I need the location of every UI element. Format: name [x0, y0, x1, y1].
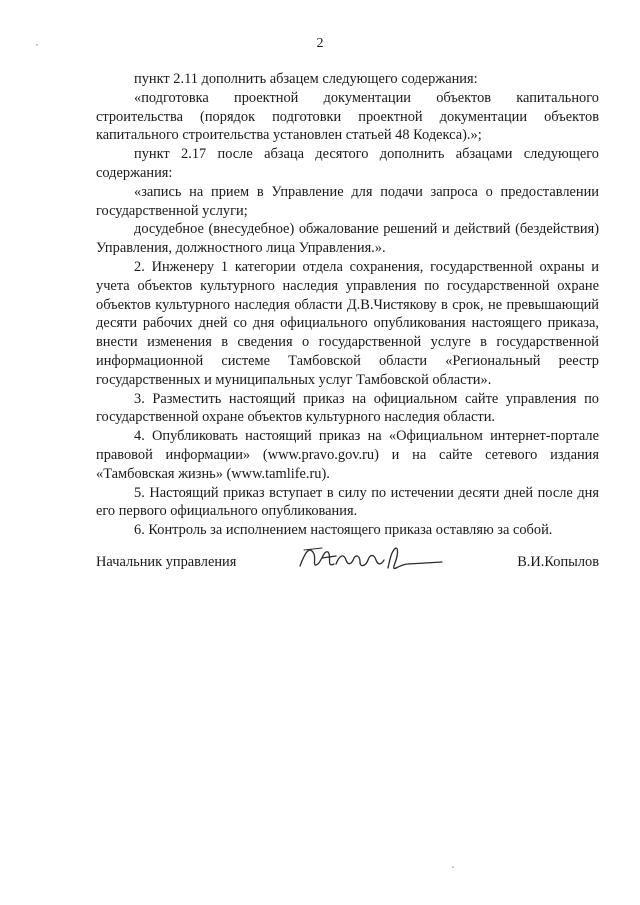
paragraph: 3. Разместить настоящий приказ на официальном сайте управления по государственной охране объектов культурного наследия области.: [96, 390, 599, 426]
paragraph: 4. Опубликовать настоящий приказ на «Официальном интернет-портале правовой информации» (www.pravo.gov.ru) и на сайте сетевого издания «Тамбовская жизнь» (www.tamlife.ru).: [96, 428, 599, 482]
paragraph: пункт 2.11 дополнить абзацем следующего содержания:: [134, 71, 478, 87]
paragraph: 2. Инженеру 1 категории отдела сохранения, государственной охраны и учета объектов культурного наследия управления по государственной охране объектов культурного наследия области Д.В.Чистякову в срок, не превышающий десяти рабочих дней со дня официального опубликования настоящего приказа, внести изменения в сведения о государственной услуге в государственной информационной системе Тамбовской области «Региональный реестр государственных и муниципальных услуг Тамбовской области».: [96, 258, 599, 388]
document-body: [96, 70, 599, 540]
paragraph: досудебное (внесудебное) обжалование решений и действий (бездействия) Управления, должностного лица Управления.».: [96, 221, 599, 257]
paragraph: «запись на прием в Управление для подачи запроса о предоставлении государственной услуги;: [96, 183, 599, 219]
paragraph: «подготовка проектной документации объектов капитального строительства (порядок подготовки проектной документации объектов капитального строительства установлен статьей 48 Кодекса).»;: [96, 89, 599, 144]
scan-speck: [452, 866, 454, 868]
handwritten-signature: [292, 540, 452, 580]
signatory-name: В.И.Копылов: [517, 554, 599, 570]
page-number: 2: [316, 36, 324, 51]
signatory-title: Начальник управления: [96, 554, 237, 570]
paragraph: 5. Настоящий приказ вступает в силу по истечении десяти дней после дня его первого официального опубликования.: [96, 484, 599, 520]
signature-block: [96, 550, 599, 590]
paragraph: пункт 2.17 после абзаца десятого дополнить абзацами следующего содержания:: [96, 146, 599, 181]
paragraph: 6. Контроль за исполнением настоящего приказа оставляю за собой.: [134, 522, 553, 539]
scan-speck: [36, 44, 38, 46]
